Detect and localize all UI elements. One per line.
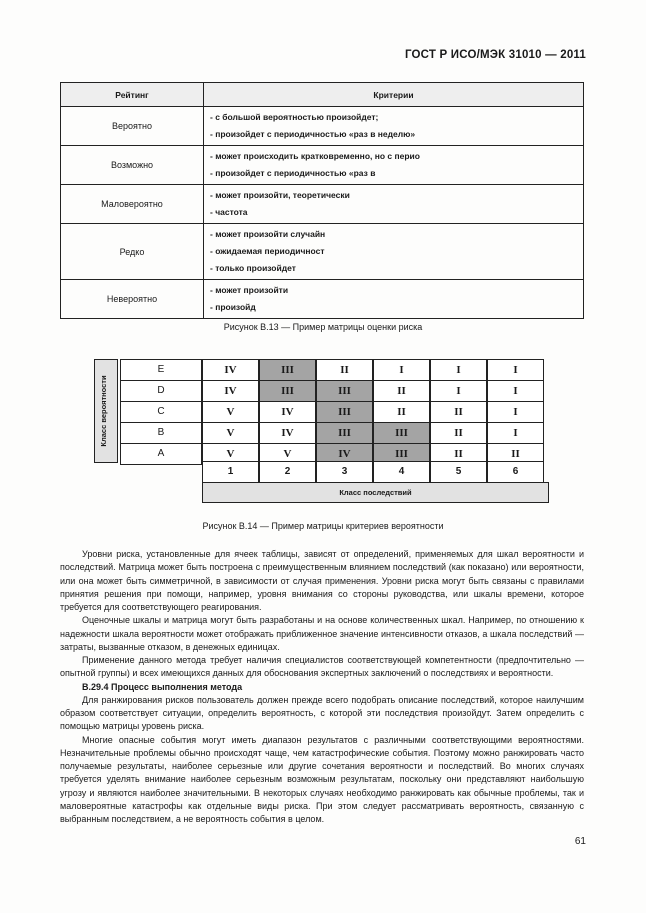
criteria-line: - может произойти, теоретически xyxy=(210,190,350,200)
matrix-column-label: 5 xyxy=(430,461,487,483)
criteria-line: - произойдет с периодичностью «раз в неделю» xyxy=(210,129,416,139)
matrix-cell: II xyxy=(373,401,430,423)
matrix-cell: III xyxy=(316,401,373,423)
matrix-cell: III xyxy=(316,422,373,444)
table-row xyxy=(61,280,584,319)
criteria-line: - может происходить кратковременно, но с перио xyxy=(210,151,420,161)
document-header: ГОСТ Р ИСО/МЭК 31010 — 2011 xyxy=(404,49,586,61)
matrix-cell: II xyxy=(316,359,373,381)
matrix-row-label: C xyxy=(120,401,202,423)
rating-cell: Невероятно xyxy=(61,280,204,319)
matrix-cell: V xyxy=(202,401,259,423)
table-body xyxy=(61,107,584,319)
matrix-column-label: 2 xyxy=(259,461,316,483)
matrix-cell: III xyxy=(259,359,316,381)
matrix-column-label: 4 xyxy=(373,461,430,483)
criteria-line: - произойд xyxy=(210,302,256,312)
matrix-cell: I xyxy=(430,380,487,402)
matrix-cell: I xyxy=(487,380,544,402)
matrix-cell: IV xyxy=(259,401,316,423)
matrix-cell: IV xyxy=(202,380,259,402)
table-row xyxy=(61,185,584,224)
criteria-cell xyxy=(204,146,584,185)
figure-caption-b14: Рисунок В.14 — Пример матрицы критериев вероятности xyxy=(202,521,444,531)
matrix-cell: I xyxy=(487,401,544,423)
criteria-cell xyxy=(204,185,584,224)
column-header-rating: Рейтинг xyxy=(61,83,204,107)
matrix-cell: IV xyxy=(316,443,373,465)
figure-caption-b13: Рисунок В.13 — Пример матрицы оценки риска xyxy=(223,322,423,332)
criteria-line: - произойдет с периодичностью «раз в xyxy=(210,168,376,178)
criteria-line: - частота xyxy=(210,207,248,217)
y-axis-label-box xyxy=(94,359,118,463)
rating-cell: Маловероятно xyxy=(61,185,204,224)
paragraph: Оценочные шкалы и матрица могут быть разработаны и на основе количественных шкал. Например, по отношению к надежности шкала вероятности может отображать приближенное значение интенсивности отказов, а шкала последствий — затраты, вызванные отказом, в денежных единицах. xyxy=(60,615,584,652)
matrix-cell: III xyxy=(259,380,316,402)
matrix-cell: III xyxy=(373,443,430,465)
matrix-cell: II xyxy=(430,422,487,444)
table-row xyxy=(61,146,584,185)
rating-cell: Редко xyxy=(61,224,204,280)
matrix-column-label: 6 xyxy=(487,461,544,483)
body-text xyxy=(60,548,584,826)
criteria-line: - ожидаемая периодичност xyxy=(210,246,325,256)
table-row xyxy=(61,107,584,146)
criteria-line: - только произойдет xyxy=(210,263,296,273)
matrix-cell: I xyxy=(487,422,544,444)
table-header-row xyxy=(61,83,584,107)
matrix-cell: V xyxy=(259,443,316,465)
page-number: 61 xyxy=(574,836,586,847)
section-heading: В.29.4 Процесс выполнения метода xyxy=(82,681,243,692)
criteria-line: - с большой вероятностью произойдет; xyxy=(210,112,379,122)
criteria-line: - может произойти случайн xyxy=(210,229,326,239)
y-axis-label: Класс вероятности xyxy=(99,375,108,447)
rating-cell: Возможно xyxy=(61,146,204,185)
paragraph: Уровни риска, установленные для ячеек таблицы, зависят от определений, применяемых для шкал вероятности и последствий. Матрица может быть построена с преимущественным влиянием последствий (как показано) или вероятности, или она может быть симметричной, в зависимости от случая применения. Уровни риска могут быть связаны с правилами принятия решения при помощи, например, уровня внимания со стороны руководства, или шкалы времени, которое требуется для соответствующего реагирования. xyxy=(60,549,584,612)
matrix-cell: I xyxy=(373,359,430,381)
rating-criteria-table xyxy=(60,82,584,319)
matrix-cell: I xyxy=(487,359,544,381)
paragraph: Многие опасные события могут иметь диапазон результатов с различными соответствующими вероятностями. Незначительные проблемы обычно происходят чаще, чем катастрофические события. Поэтому можно ранжировать часто получаемые результаты, наиболее серьезные или другие сочетания вероятности и последствий. Во многих случаях требуется уделять внимание наиболее серьезным возможным результатам, поскольку они представляют наибольшую угрозу и являются наиболее значительными. В некоторых случаях необходимо ранжировать как обычные проблемы, так и маловероятные катастрофы как отдельные виды риска. При этом следует рассматривать вероятность, связанную с выбранным последствием, а не вероятность события в целом. xyxy=(60,734,584,824)
probability-matrix xyxy=(92,357,550,504)
criteria-cell xyxy=(204,280,584,319)
matrix-cell: III xyxy=(373,422,430,444)
criteria-cell xyxy=(204,224,584,280)
column-header-criteria: Критерии xyxy=(204,83,584,107)
matrix-cell: II xyxy=(430,443,487,465)
matrix-cell: IV xyxy=(202,359,259,381)
table-row xyxy=(61,224,584,280)
matrix-cell: V xyxy=(202,443,259,465)
criteria-cell xyxy=(204,107,584,146)
matrix-cell: II xyxy=(487,443,544,465)
rating-cell: Вероятно xyxy=(61,107,204,146)
matrix-row-label: A xyxy=(120,443,202,465)
matrix-column-label: 1 xyxy=(202,461,259,483)
matrix-cell: V xyxy=(202,422,259,444)
matrix-column-label: 3 xyxy=(316,461,373,483)
matrix-cell: I xyxy=(430,359,487,381)
matrix-cell: III xyxy=(316,380,373,402)
matrix-row-label: D xyxy=(120,380,202,402)
criteria-line: - может произойти xyxy=(210,285,289,295)
matrix-cell: II xyxy=(373,380,430,402)
x-axis-label: Класс последствий xyxy=(202,482,549,503)
paragraph: Применение данного метода требует наличия специалистов соответствующей компетентности (предпочтительно — опытной группы) и всех имеющихся данных для обоснования экспертных заключений о последствиях и вероятности. xyxy=(60,655,584,679)
paragraph: Для ранжирования рисков пользователь должен прежде всего подобрать описание последствий, которое наилучшим образом соответствует ситуации, определить вероятность, с которой эти последствия произойдут. Затем определить с помощью матрицы уровень риска. xyxy=(60,694,584,732)
matrix-row-label: B xyxy=(120,422,202,444)
matrix-row-label: E xyxy=(120,359,202,381)
matrix-cell: IV xyxy=(259,422,316,444)
matrix-cell: II xyxy=(430,401,487,423)
